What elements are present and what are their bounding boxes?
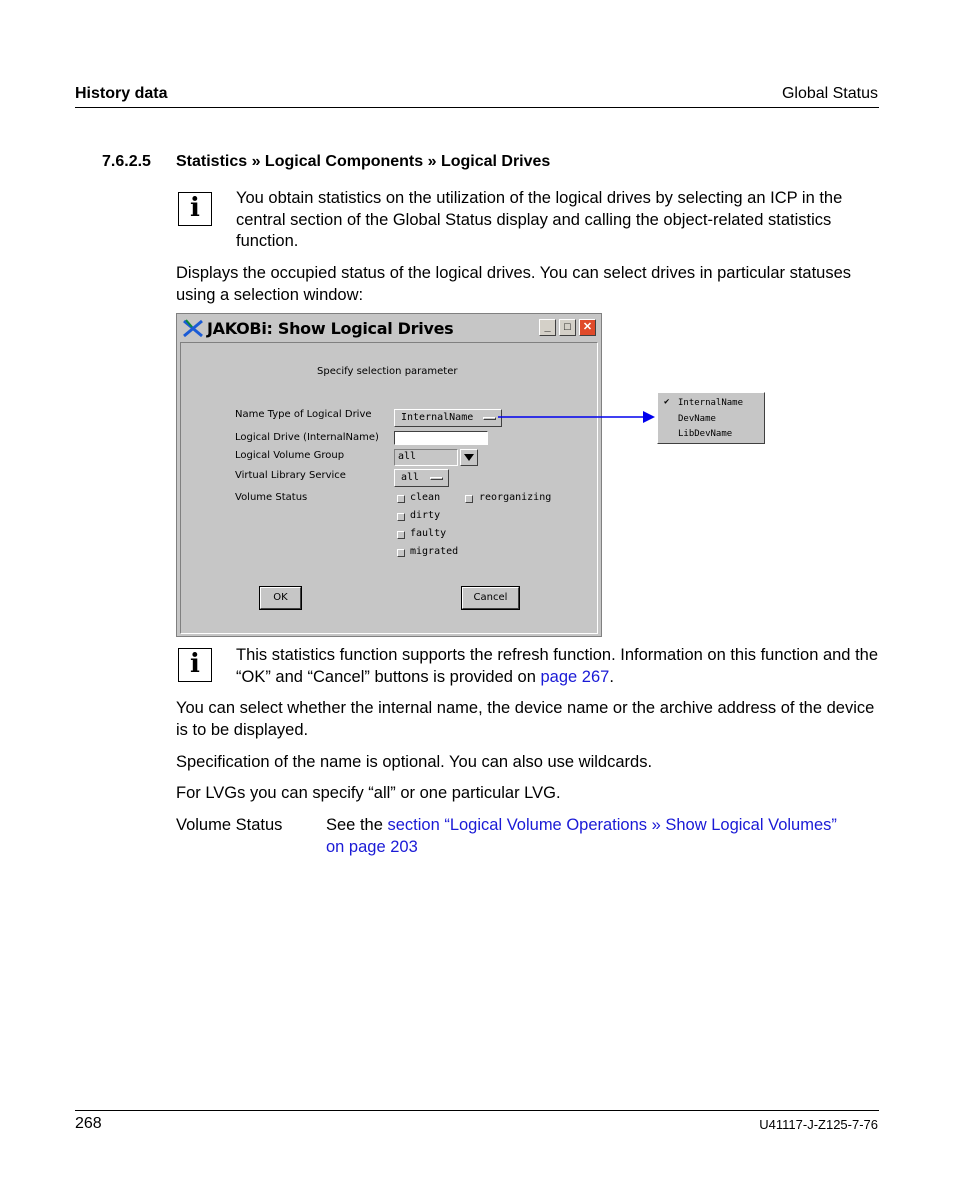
- checkbox-faulty-label: faulty: [410, 528, 447, 539]
- vls-value: all: [401, 472, 420, 483]
- volume-status-term: Volume Status: [176, 816, 283, 834]
- option-indicator-icon: [430, 477, 443, 480]
- name-type-popup-menu: [657, 392, 765, 444]
- checkbox-dirty-label: dirty: [410, 510, 441, 521]
- checkbox-reorganizing-label: reorganizing: [479, 492, 552, 503]
- vls-option-button[interactable]: [394, 469, 449, 487]
- label-volume-status: Volume Status: [235, 492, 308, 503]
- section-link[interactable]: section “Logical Volume Operations » Show Logical Volumes”: [387, 816, 837, 834]
- minimize-button[interactable]: _: [539, 319, 556, 336]
- volume-status-definition: [326, 815, 886, 858]
- menu-item-devname[interactable]: DevName: [678, 414, 716, 424]
- document-code: U41117-J-Z125-7-76: [759, 1117, 878, 1132]
- lvg-combo-value[interactable]: all: [394, 449, 458, 466]
- name-type-option-button[interactable]: [394, 409, 502, 427]
- info-note-1: You obtain statistics on the utilization of the logical drives by selecting an ICP in the central section of the Global Status display and calling the object-related statistics function.: [236, 189, 843, 250]
- dialog-titlebar: [179, 316, 599, 340]
- ok-button[interactable]: OK: [260, 587, 301, 609]
- paragraph-name-display: You can select whether the internal name, the device name or the archive address of the device is to be displayed.: [176, 699, 875, 739]
- checkbox-clean-label: clean: [410, 492, 441, 503]
- section-number: 7.6.2.5: [102, 153, 151, 170]
- menu-item-libdevname[interactable]: LibDevName: [678, 429, 733, 439]
- label-logical-drive: Logical Drive (InternalName): [235, 432, 379, 443]
- checkbox-migrated[interactable]: [397, 549, 405, 557]
- footer-rule: [75, 1110, 879, 1111]
- maximize-button[interactable]: □: [559, 319, 576, 336]
- logical-drive-input[interactable]: [394, 431, 488, 445]
- checkbox-reorganizing[interactable]: [465, 495, 473, 503]
- dialog-window: [176, 313, 602, 637]
- info-icon: i: [178, 192, 212, 226]
- header-rule: [75, 107, 879, 108]
- lvg-dropdown-button[interactable]: [460, 449, 478, 466]
- callout-arrow: [498, 410, 658, 426]
- running-header-left: History data: [75, 85, 168, 102]
- name-type-value: InternalName: [401, 412, 474, 423]
- dialog-panel: [180, 342, 598, 634]
- paragraph-wildcards: Specification of the name is optional. You can also use wildcards.: [176, 753, 653, 771]
- checkmark-icon: ✔: [664, 397, 670, 407]
- label-name-type: Name Type of Logical Drive: [235, 409, 372, 420]
- app-logo-icon: [182, 318, 204, 338]
- info-note-2: [236, 645, 879, 688]
- label-lvg: Logical Volume Group: [235, 450, 345, 461]
- info-icon: i: [178, 648, 212, 682]
- running-header-right: Global Status: [781, 85, 878, 102]
- section-title: Statistics » Logical Components » Logical Drives: [176, 153, 551, 170]
- cancel-button[interactable]: Cancel: [462, 587, 519, 609]
- paragraph-lvg: For LVGs you can specify “all” or one particular LVG.: [176, 784, 561, 802]
- option-indicator-icon: [483, 417, 496, 420]
- page-203-link[interactable]: on page 203: [326, 837, 418, 856]
- info-note-2-end: .: [609, 667, 614, 686]
- page-number: 268: [75, 1115, 102, 1132]
- info-note-2-text: This statistics function supports the refresh function. Information on this function and the “OK” and “Cancel” buttons is provided on: [236, 646, 879, 686]
- section-heading: [102, 153, 550, 171]
- close-button[interactable]: ✕: [579, 319, 596, 336]
- chevron-down-icon: [464, 454, 474, 462]
- checkbox-dirty[interactable]: [397, 513, 405, 521]
- volume-status-see: See the: [326, 816, 388, 834]
- dialog-title: JAKOBi: Show Logical Drives: [207, 319, 454, 338]
- label-vls: Virtual Library Service: [235, 470, 346, 481]
- dialog-heading: Specify selection parameter: [317, 366, 458, 377]
- menu-item-internalname[interactable]: InternalName: [678, 398, 744, 408]
- checkbox-clean[interactable]: [397, 495, 405, 503]
- page-267-link[interactable]: page 267: [540, 667, 610, 686]
- intro-paragraph: Displays the occupied status of the logical drives. You can select drives in particular statuses using a selection window:: [176, 264, 852, 304]
- checkbox-faulty[interactable]: [397, 531, 405, 539]
- checkbox-migrated-label: migrated: [410, 546, 459, 557]
